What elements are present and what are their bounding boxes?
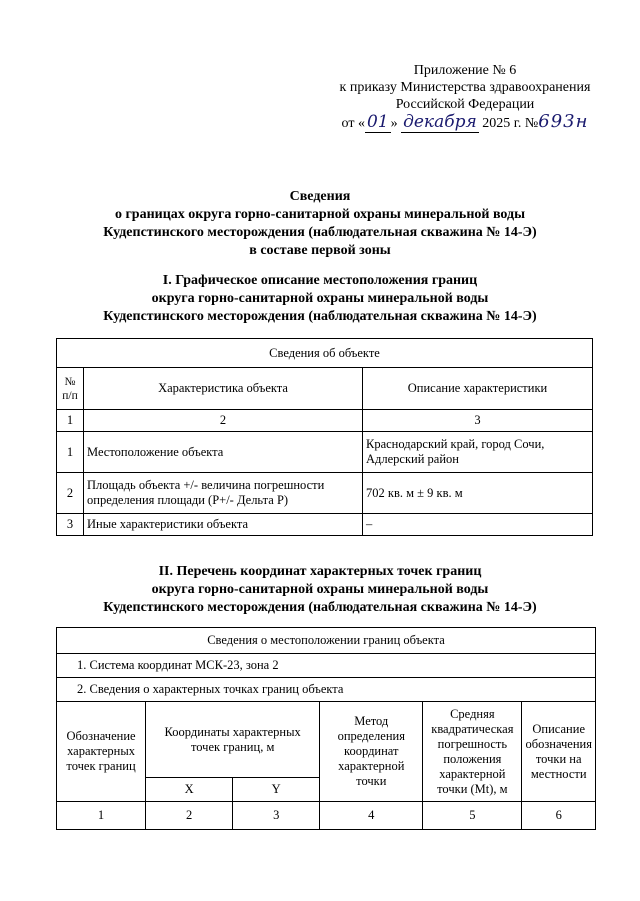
table2-header-description: Описание обозначения точки на местности (522, 702, 596, 802)
object-info-table (56, 338, 593, 536)
table1-caption: Сведения об объекте (57, 339, 593, 368)
table2-numbering: 3 (233, 802, 320, 830)
table-row: 3 Иные характеристики объекта – (57, 514, 593, 536)
table-row: 2 Площадь объекта +/- величина погрешности определения площади (P+/- Дельта P) 702 кв. м ± 9 кв. м (57, 473, 593, 514)
table2-header-coords: Координаты характерных точек границ, м (146, 702, 320, 778)
boundary-points-table (56, 627, 596, 830)
appendix-number: Приложение № 6 (413, 63, 517, 78)
ministry-country: Российской Федерации (395, 97, 535, 112)
coordinate-system-row: 1. Система координат МСК-23, зона 2 (57, 654, 596, 678)
table1-header-characteristic: Характеристика объекта (84, 368, 363, 410)
table2-header-method: Метод определения координат характерной точки (320, 702, 423, 802)
table2-numbering: 5 (423, 802, 522, 830)
document-title: Сведения о границах округа горно-санитарной охраны минеральной воды Кудепстинского месторождения (наблюдательная скважина № 14-Э) в составе первой зоны (103, 189, 537, 258)
section-1-heading: I. Графическое описание местоположения границ округа горно-санитарной охраны минеральной воды Кудепстинского месторождения (наблюдательная скважина № 14-Э) (103, 273, 537, 324)
handwritten-month: декабря (403, 112, 477, 132)
table1-numbering: 2 (84, 410, 363, 432)
table2-header-x: X (146, 778, 233, 802)
table1-header-num: № п/п (57, 368, 84, 410)
points-info-row: 2. Сведения о характерных точках границ объекта (57, 678, 596, 702)
table2-numbering: 1 (57, 802, 146, 830)
order-date-line: от « 01 » декабря 2025 г. №693н (341, 111, 589, 132)
section-2-heading: II. Перечень координат характерных точек границ округа горно-санитарной охраны минеральной воды Кудепстинского месторождения (наблюдательная скважина № 14-Э) (103, 564, 537, 615)
table2-header-designation: Обозначение характерных точек границ (57, 702, 146, 802)
table2-caption: Сведения о местоположении границ объекта (57, 628, 596, 654)
table2-numbering: 4 (320, 802, 423, 830)
order-ref: к приказу Министерства здравоохранения (339, 80, 591, 95)
table2-numbering: 2 (146, 802, 233, 830)
document-header (300, 62, 630, 132)
table-row: 1 Местоположение объекта Краснодарский край, город Сочи, Адлерский район (57, 432, 593, 473)
table1-numbering: 1 (57, 410, 84, 432)
table2-header-error: Средняя квадратическая погрешность положения характерной точки (Mt), м (423, 702, 522, 802)
handwritten-day: 01 (366, 112, 389, 132)
table2-header-y: Y (233, 778, 320, 802)
table1-header-description: Описание характеристики (363, 368, 593, 410)
table1-numbering: 3 (363, 410, 593, 432)
handwritten-order-number: 693н (538, 111, 589, 132)
table2-numbering: 6 (522, 802, 596, 830)
